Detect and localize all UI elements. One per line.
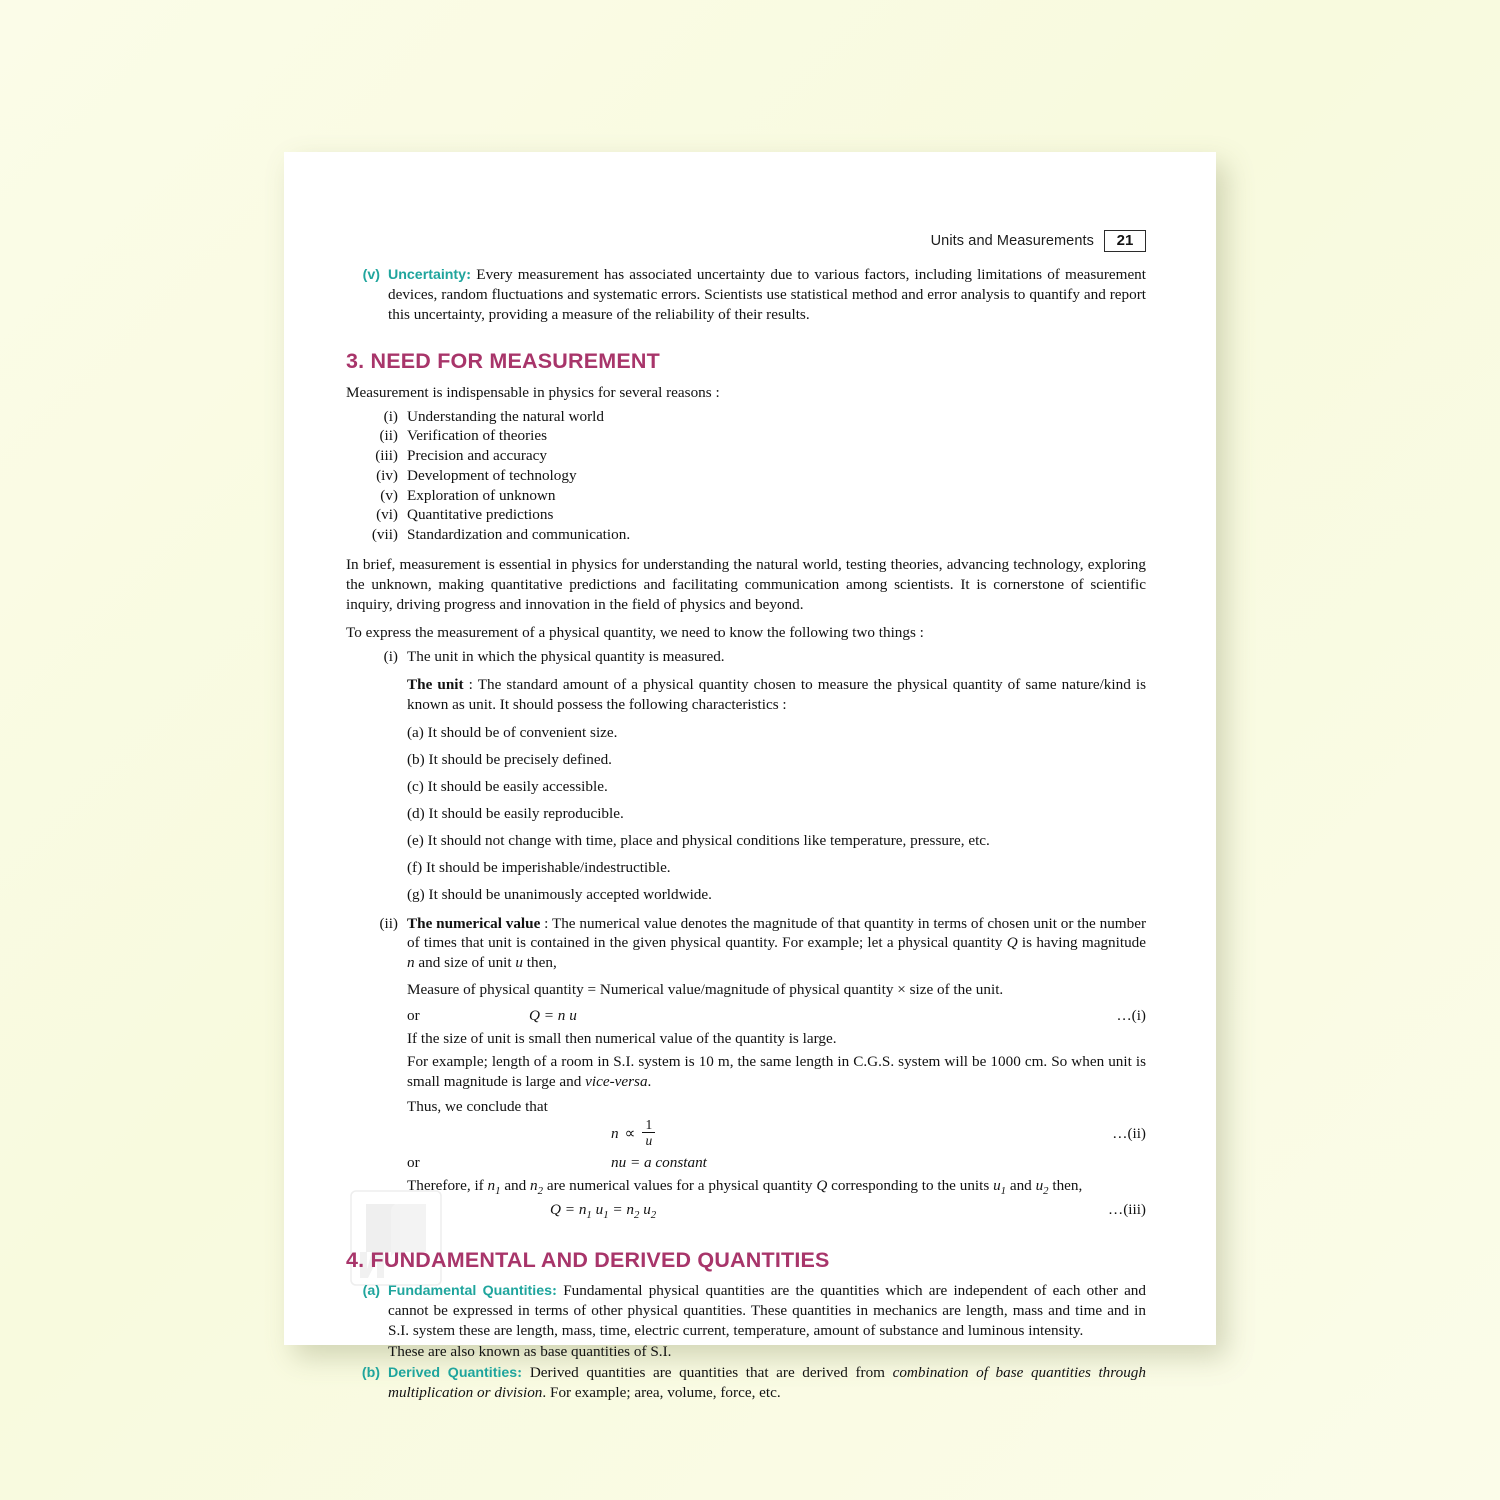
base-quantities-note-text: These are also known as base quantities of S.I. [388,1342,672,1360]
the-unit-definition [346,675,1146,715]
uncertainty-list-item [346,265,1146,325]
equation-4-row [346,1200,1146,1222]
unit-item-i-text: The unit in which the physical quantity is measured. [407,647,725,665]
document-page [284,152,1216,1401]
measure-equation-text: Measure of physical quantity = Numerical value/magnitude of physical quantity × size of the unit. [407,981,1004,999]
list-item-label: Precision and accuracy [407,447,547,465]
fraction-numerator: 1 [645,1116,653,1132]
list-item-label: Exploration of unknown [407,486,556,504]
list-item-number: (vi) [376,506,398,524]
derived-quantities-marker: (b) [361,1364,380,1381]
equation-1-expression: Q = n u [529,1007,577,1025]
list-item [346,885,1146,905]
list-item-label: (e) It should not change with time, place and physical conditions like temperature, pressure, etc. [407,831,990,849]
equation-2-variable: n [611,1124,619,1142]
list-item [346,723,1146,743]
variable-Q-2: Q [816,1176,828,1194]
thus-conclude-text: Thus, we conclude that [407,1097,548,1115]
equation-4-expression: $Q = n_1$ $u_1 = n_2$ $u_2$ [550,1200,657,1221]
equation-3-expression: nu = a constant [611,1153,707,1171]
therefore-text-a: Therefore, if [407,1176,488,1194]
list-item [346,466,1146,486]
equation-4-tag: …(iii) [1108,1200,1146,1218]
list-item-label: Understanding the natural world [407,407,604,425]
list-item-label: (g) It should be unanimously accepted worldwide. [407,885,712,903]
unit-item-i [346,647,1146,667]
list-item-label: (d) It should be easily reproducible. [407,804,624,822]
list-item-number: (iv) [376,466,398,484]
derived-quantities-text-1: Derived quantities are quantities that are derived from [529,1363,893,1381]
subscript-1: 1 [495,1184,501,1197]
list-item [346,777,1146,797]
fraction-denominator: u [642,1132,655,1148]
list-item [346,446,1146,466]
numerical-value-item-ii [346,914,1146,974]
therefore-line [346,1176,1146,1198]
section-4-heading: 4. FUNDAMENTAL AND DERIVED QUANTITIES [346,1247,830,1272]
list-item-number: (ii) [379,427,398,445]
therefore-text-b: and [500,1176,531,1194]
variable-n2: $n_2$ [530,1176,544,1197]
derived-quantities-label: Derived Quantities [388,1364,518,1381]
equation-2-row [346,1116,1146,1149]
therefore-text-c: are numerical values for a physical quantity [543,1176,817,1194]
uncertainty-text: Every measurement has associated uncertainty due to various factors, including limitations of measurement devices, random fluctuations and systematic errors. Scientists use statistical method and error analysis to quantify and report this uncertainty, providing a measure of the reliability of their results. [388,266,1146,323]
variable-u2: $u_2$ [1035,1176,1049,1197]
equation-1-row [346,1006,1146,1026]
list-item [346,750,1146,770]
the-unit-label: The unit [407,676,464,694]
section-3-summary: In brief, measurement is essential in physics for understanding the natural world, testing theories, advancing technology, exploring the unknown, making quantitative predictions and facilitating communication among scientists. It is cornerstone of scientific inquiry, driving progress and innovation in the field of physics and beyond. [346,555,1146,613]
derived-quantities-colon: : [517,1363,523,1381]
example-vice-versa: vice-versa [585,1072,648,1090]
reasons-list [346,407,1146,545]
numerical-value-text-3: and size of unit [414,954,516,972]
the-unit-colon: : [468,676,473,694]
list-item-number: (vii) [371,526,398,544]
numerical-value-label: The numerical value [407,914,541,932]
variable-Q: Q [1006,934,1018,952]
fundamental-quantities-colon: : [551,1281,558,1299]
example-text-a: For example; length of a room in S.I. system is 10 m, the same length in C.G.S. system will be 1000 cm. So when unit is small magnitude is large and [407,1053,1146,1090]
list-item-label: Development of technology [407,466,577,484]
list-item [346,505,1146,525]
list-item [346,858,1146,878]
list-item [346,426,1146,446]
therefore-text-f: then, [1048,1176,1083,1194]
list-item-number: (iii) [375,447,398,465]
equation-1-tag: …(i) [1116,1007,1146,1025]
list-item-label: (a) It should be of convenient size. [407,724,618,742]
two-things-intro: To express the measurement of a physical quantity, we need to know the following two things : [346,623,924,641]
equation-2-fraction [642,1118,655,1148]
list-item-number: (i) [383,407,398,425]
equation-2-tag: …(ii) [1112,1124,1146,1142]
list-item [346,486,1146,506]
fundamental-quantities-label: Fundamental Quantities [388,1282,552,1299]
therefore-text-d: corresponding to the units [827,1176,994,1194]
subscript-2: 2 [537,1184,544,1197]
example-si-cgs [346,1052,1146,1092]
measure-equation-line [346,980,1146,1000]
list-item [346,831,1146,851]
fundamental-quantities-marker: (a) [362,1282,380,1299]
thus-conclude-line [346,1097,1146,1117]
base-quantities-note [346,1342,1146,1362]
subscript-3: 1 [1000,1184,1007,1197]
section-3-heading: 3. NEED FOR MEASUREMENT [346,348,660,373]
fundamental-quantities-item [346,1281,1146,1341]
unit-characteristics-list [346,723,1146,904]
uncertainty-label: Uncertainty [388,267,467,283]
list-item-label: (f) It should be imperishable/indestructible. [407,858,671,876]
unit-item-i-number: (i) [383,647,398,665]
variable-n: n [407,954,415,972]
derived-quantities-italic: combination of base quantities through multiplication or division [388,1363,1146,1401]
variable-u: u [515,954,523,972]
equation-1-or: or [407,1007,420,1025]
list-item-number: (v) [380,486,398,504]
subscript-4: 2 [1043,1184,1049,1197]
list-item-label: Quantitative predictions [407,506,554,524]
small-unit-note-text: If the size of unit is small then numerical value of the quantity is large. [407,1030,837,1048]
derived-quantities-text-2: . For example; area, volume, force, etc. [542,1383,781,1401]
section-3-intro: Measurement is indispensable in physics for several reasons : [346,383,720,401]
fundamental-quantities-text: Fundamental physical quantities are the quantities which are independent of each other and cannot be expressed in terms of other physical quantities. These quantities in mechanics are length, mass and time and in S.I. system these are length, mass, time, electric current, temperature, amount of substance and luminous intensity. [388,1281,1146,1339]
list-item [346,525,1146,545]
uncertainty-marker: (v) [362,267,380,283]
the-unit-text: The standard amount of a physical quantity chosen to measure the physical quantity of same nature/kind is known as unit. It should possess the following characteristics : [407,676,1147,714]
list-item-label: Standardization and communication. [407,526,631,544]
list-item-label: (c) It should be easily accessible. [407,778,608,796]
running-header-title: Units and Measurements [930,233,1094,249]
proportional-icon: ∝ [624,1124,636,1142]
numerical-value-text-1: The numerical value denotes the magnitude of that quantity in terms of chosen unit or the number of times that unit is contained in the given physical quantity. For example; let a physical quantity [407,914,1146,952]
list-item [346,804,1146,824]
variable-u1: $u_1$ [993,1176,1007,1197]
variable-n1: $n_1$ [487,1176,501,1197]
equation-3-row [346,1153,1146,1173]
small-unit-note [346,1029,1146,1049]
list-item [346,407,1146,427]
equation-3-or: or [407,1153,420,1171]
numerical-value-colon: : [544,914,549,932]
uncertainty-colon: : [466,266,472,283]
running-header [346,228,1146,254]
therefore-text-e: and [1006,1176,1036,1194]
example-text-b: . [647,1072,652,1090]
numerical-value-text-2: is having magnitude [1017,934,1147,952]
derived-quantities-item [346,1363,1146,1403]
page-number-box: 21 [1104,230,1146,252]
list-item-label: Verification of theories [407,427,548,445]
list-item-label: (b) It should be precisely defined. [407,751,612,769]
numerical-value-number: (ii) [379,914,398,932]
numerical-value-text-4: then, [523,954,557,972]
